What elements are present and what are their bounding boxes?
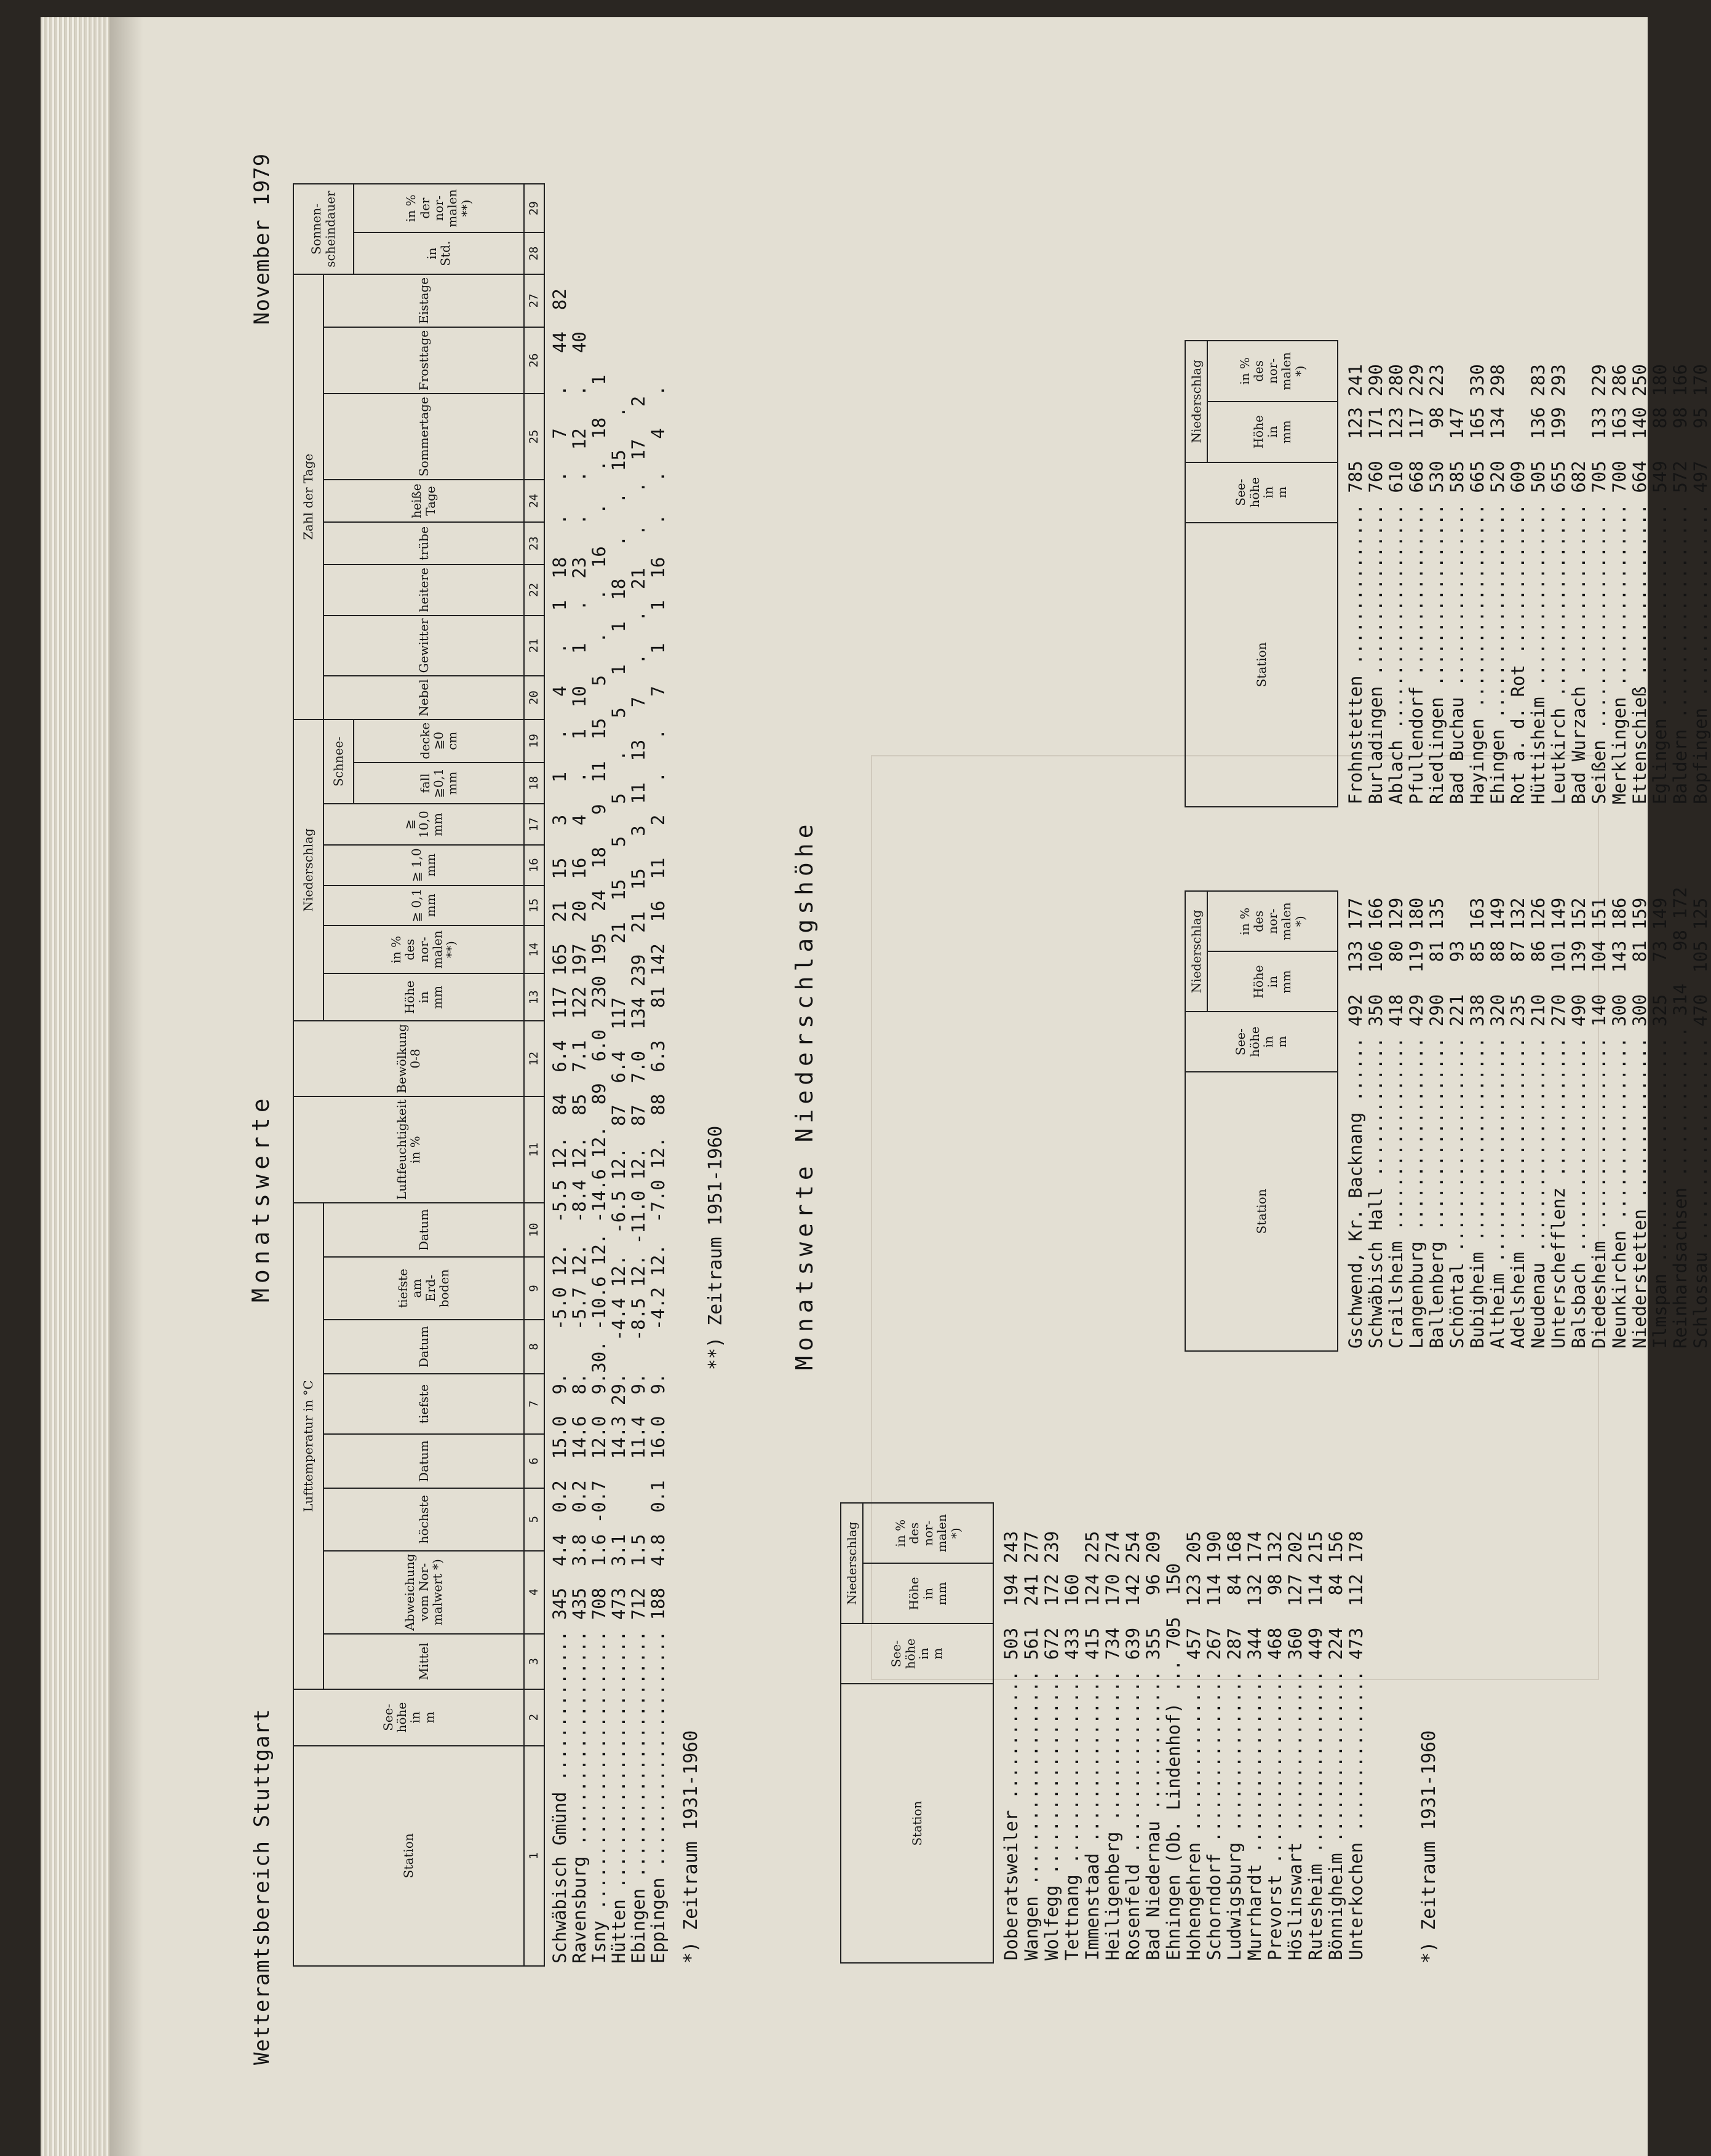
precip-row: Riedlingen ................. 530 98 223 (1426, 364, 1447, 804)
nh3-nieder: Niederschlag (1185, 341, 1207, 462)
colnum: 24 (524, 480, 544, 522)
precip-row: Gschwend, Kr. Backnang ...... 492 133 177 (1345, 897, 1366, 1349)
col-schneedecke: decke ≧0 cm (354, 719, 524, 763)
precip-row: Wangen .................... 561 241 277 (1021, 1531, 1042, 1960)
group-lufttemperatur: Lufttemperatur in °C (293, 1203, 324, 1689)
precip-row: Seißen ..................... 705 133 229 (1589, 364, 1610, 804)
section-title: Monatswerte Niederschlagshöhe (791, 819, 818, 1370)
precip-row: Adelsheim ................... 235 87 132 (1507, 897, 1528, 1349)
precip-row: Unterschefflenz ............. 270 101 149 (1548, 897, 1569, 1349)
nh2-prozent: in % des nor- malen *) (1207, 891, 1338, 951)
station-row: Hütten ........................ 473 3.1 14.3 29. -4.4 12. -6.5 12. 87 6.4 117 21 15 5 5 . 5 1 1 18 . . 15 . (608, 406, 629, 1964)
precip-row: Schöntal .................... 221 93 (1447, 940, 1467, 1349)
precip-row: Ablach ..................... 610 123 280 (1386, 364, 1407, 804)
col-station: Station (293, 1746, 524, 1966)
col-luftfeuchtigkeit: Luftfeuchtigkeit in % (293, 1096, 524, 1203)
col-frosttage: Frosttage (324, 327, 524, 394)
nh3-station: Station (1185, 523, 1338, 807)
colnum: 21 (524, 616, 544, 676)
precip-row: Leutkirch .................. 655 199 293 (1548, 364, 1569, 804)
precip-row: Bubigheim ................... 338 85 163 (1467, 897, 1488, 1349)
header-left: Wetteramtsbereich Stuttgart (250, 1708, 274, 2065)
col-heitere: heitere (324, 565, 524, 615)
precip-row: Murrhardt ................. 344 132 174 (1244, 1531, 1265, 1960)
precip-row: Tettnang .................. 433 160 (1062, 1574, 1082, 1960)
precip-row: Schlossau ................... 470 105 125 (1690, 897, 1711, 1349)
precip-row: Niederstetten ............... 300 81 159 (1629, 897, 1650, 1349)
colnum: 18 (524, 763, 544, 804)
precip-row: Ehningen (Ob. Lindenhof) ... 705 150 (1163, 1563, 1184, 1960)
nh1-nieder: Niederschlag (841, 1503, 863, 1623)
precip-row: Reinhardsachsen .............. 314 98 172 (1670, 887, 1691, 1349)
col-ge-0-1: ≧ 0,1 mm (324, 886, 524, 925)
colnum: 6 (524, 1434, 544, 1488)
precip-row: Langenburg .................. 429 119 180 (1406, 897, 1427, 1349)
precip-row: Altheim ..................... 320 88 149 (1487, 897, 1508, 1349)
precip-row: Doberatsweiler ............ 503 194 243 (1001, 1531, 1022, 1960)
nh1-station: Station (841, 1684, 993, 1963)
colnum: 12 (524, 1021, 544, 1096)
footnote-2: **) Zeitraum 1951-1960 (705, 1125, 726, 1370)
precip-row: Rosenfeld ................. 639 142 254 (1122, 1531, 1143, 1960)
station-row: Schwäbisch Gmünd .............. 345 4.4 0.2 15.0 9. -5.0 12. -5.5 12. 84 6.4 117 165 21 15 3 1 . 4 . 1 18 . . 7 . 44 82 (549, 288, 570, 1964)
footnote-3: *) Zeitraum 1931-1960 (1418, 1730, 1440, 1964)
col-ge-10-0: ≧ 10,0 mm (324, 804, 524, 845)
colnum: 29 (524, 184, 544, 232)
precip-row: Schorndorf ................ 267 114 190 (1204, 1531, 1225, 1960)
footnote-1: *) Zeitraum 1931-1960 (680, 1730, 702, 1964)
col-mittel: Mittel (324, 1634, 524, 1689)
nieder-header-3 (1185, 340, 1338, 807)
colnum: 14 (524, 925, 544, 973)
nh2-seehoehe: See- höhe in m (1185, 1012, 1338, 1071)
colnum: 19 (524, 719, 544, 763)
col-schneefall: fall ≧0,1 mm (354, 763, 524, 804)
precip-row: Bad Wurzach ................ 682 (1568, 461, 1589, 804)
colnum: 10 (524, 1203, 544, 1256)
col-tiefste-erdboden: tiefste am Erd- boden (324, 1257, 524, 1320)
nh2-nieder: Niederschlag (1185, 891, 1207, 1012)
precip-row: Frohnstetten ............... 785 123 241 (1345, 364, 1366, 804)
colnum: 1 (524, 1746, 544, 1966)
station-row: Ebingen ....................... 712 1.5 11.4 9. -8.5 12. -11.0 12. 87 7.0 134 239 21 15 3 11 13 7 . . 21 . . 17 2 (628, 395, 649, 1964)
page-edges (41, 17, 109, 2156)
precip-row: Diedesheim .................. 140 104 151 (1589, 897, 1610, 1349)
precip-row: Bad Niedernau ............. 355 96 209 (1143, 1531, 1164, 1960)
col-datum-erdboden: Datum (324, 1203, 524, 1256)
precip-row: Neunkirchen ................. 300 143 186 (1609, 897, 1630, 1349)
col-tiefste: tiefste (324, 1374, 524, 1435)
col-heisse-tage: heiße Tage (324, 480, 524, 522)
colnum: 25 (524, 394, 544, 480)
precip-row: Hüttisheim ................. 505 136 283 (1528, 364, 1549, 804)
precip-row: Hohengehren ............... 457 123 205 (1183, 1531, 1204, 1960)
precip-row: Unterkochen ............... 473 112 178 (1346, 1531, 1367, 1960)
precip-row: Burladingen ................ 760 171 290 (1365, 364, 1386, 804)
precip-row: Immenstaad ................ 415 124 225 (1082, 1531, 1103, 1960)
precip-row: Bönnigheim ................ 224 84 156 (1325, 1531, 1346, 1960)
precip-row: Ehingen .................... 520 134 298 (1487, 364, 1508, 804)
group-zahl-der-tage: Zahl der Tage (293, 274, 324, 719)
colnum: 13 (524, 973, 544, 1021)
col-seehoehe: See- höhe in m (293, 1689, 524, 1746)
colnum: 17 (524, 804, 544, 845)
colnum: 22 (524, 565, 544, 615)
col-nebel: Nebel (324, 676, 524, 719)
colnum: 9 (524, 1257, 544, 1320)
colnum: 26 (524, 327, 544, 394)
nh1-prozent: in % des nor- malen *) (863, 1503, 993, 1563)
colnum: 16 (524, 845, 544, 885)
colnum: 2 (524, 1689, 544, 1746)
gutter-shadow (109, 17, 143, 2156)
colnum: 20 (524, 676, 544, 719)
precip-row: Bad Buchau ................. 585 147 (1447, 406, 1467, 804)
group-schnee: Schnee- (324, 719, 354, 804)
precip-row: Baldern .................... 572 98 166 (1670, 364, 1691, 804)
col-sonne-std: in Std. (354, 232, 524, 274)
precip-row: Ettenschieß ................ 664 140 250 (1629, 364, 1650, 804)
precip-row: Ballenberg .................. 290 81 135 (1426, 897, 1447, 1349)
nh2-station: Station (1185, 1072, 1338, 1351)
colnum: 5 (524, 1488, 544, 1551)
group-sonnenscheindauer: Sonnen- scheindauer (293, 184, 354, 274)
precip-row: Merklingen ................. 700 163 286 (1609, 364, 1630, 804)
scanned-page (41, 17, 1711, 2156)
precip-row: Eglingen ................... 549 88 180 (1649, 364, 1670, 804)
nh1-hoehe: Höhe in mm (863, 1563, 993, 1623)
col-datum-hoechste: Datum (324, 1434, 524, 1488)
station-row: Ravensburg .................... 435 3.8 0.2 14.6 8. -5.7 12. -8.4 12. 85 7.1 122 197 20 16 4 . 1 10 1 . 23 . . 12 . 40 (569, 331, 590, 1964)
precip-row: Ludwigsburg ............... 287 84 168 (1224, 1531, 1245, 1960)
colnum: 27 (524, 274, 544, 327)
nh2-hoehe: Höhe in mm (1207, 951, 1338, 1012)
precip-row: Balsbach .................... 490 139 152 (1568, 897, 1589, 1349)
col-gewitter: Gewitter (324, 616, 524, 676)
precip-row: Crailsheim .................. 418 80 129 (1386, 897, 1407, 1349)
precip-row: Neudenau .................... 210 86 126 (1528, 897, 1549, 1349)
nh1-seehoehe: See- höhe in m (841, 1623, 993, 1683)
group-niederschlag: Niederschlag (293, 719, 324, 1021)
colnum: 28 (524, 232, 544, 274)
header-right: November 1979 (250, 153, 274, 325)
colnum: 8 (524, 1320, 544, 1373)
nieder-header-2 (1185, 890, 1338, 1352)
colnum: 3 (524, 1634, 544, 1689)
precip-row: Bopfingen .................. 497 95 170 (1690, 364, 1711, 804)
nieder-header-1 (840, 1502, 994, 1964)
precip-row: Höslinswart ............... 360 127 202 (1285, 1531, 1306, 1960)
col-ge-1-0: ≧ 1,0 mm (324, 845, 524, 885)
nh3-prozent: in % des nor- malen *) (1207, 341, 1338, 402)
precip-row: Rot a. d. Rot .............. 609 (1507, 461, 1528, 804)
col-truebe: trübe (324, 522, 524, 565)
precip-row: Schwäbisch Hall ............. 350 106 166 (1365, 897, 1386, 1349)
col-eistage: Eistage (324, 274, 524, 327)
col-bewoelkung: Bewölkung 0-8 (293, 1021, 524, 1096)
col-datum-tiefste: Datum (324, 1320, 524, 1373)
col-sommertage: Sommertage (324, 394, 524, 480)
precip-row: Prevorst .................. 468 98 132 (1264, 1531, 1285, 1960)
monatswerte-header-table (293, 183, 545, 1967)
precip-row: Rutesheim ................. 449 114 215 (1305, 1531, 1326, 1960)
colnum: 4 (524, 1551, 544, 1634)
nh3-hoehe: Höhe in mm (1207, 402, 1338, 462)
col-abweichung: Abweichung vom Nor- malwert *) (324, 1551, 524, 1634)
precip-row: Wolfegg ................... 672 172 239 (1041, 1531, 1062, 1960)
rotated-content (247, 153, 1711, 2065)
colnum: 23 (524, 522, 544, 565)
station-row: Eppingen ...................... 188 4.8 0.1 16.0 9. -4.2 12. -7.0 12. 88 6.3 81 142 16 11 2 . . 7 1 1 16 . . 4 . (648, 385, 669, 1964)
col-hoehe-mm: Höhe in mm (324, 973, 524, 1021)
precip-row: Pfullendorf ................ 668 117 229 (1406, 364, 1427, 804)
colnum: 11 (524, 1096, 544, 1203)
precip-row: Hayingen ................... 665 165 330 (1467, 364, 1488, 804)
precip-row: Heiligenberg .............. 734 170 274 (1102, 1531, 1123, 1960)
colnum: 7 (524, 1374, 544, 1435)
col-prozent-normal: in % des nor- malen **) (324, 925, 524, 973)
nh3-seehoehe: See- höhe in m (1185, 462, 1338, 523)
station-row: Isny .......................... 708 1.6 -0.7 12.0 9.30. -10.6 12. -14.6 12. 89 6.0 230 195 24 18 9 11 15 5 . . 16 . . 18 1 (589, 374, 609, 1964)
col-sonne-prozent: in % der nor- malen **) (354, 184, 524, 232)
col-hoechste: höchste (324, 1488, 524, 1551)
colnum: 15 (524, 886, 544, 925)
header-center: Monatswerte (247, 1093, 274, 1302)
precip-row: Ilmspan ..................... 325 73 149 (1649, 897, 1670, 1349)
